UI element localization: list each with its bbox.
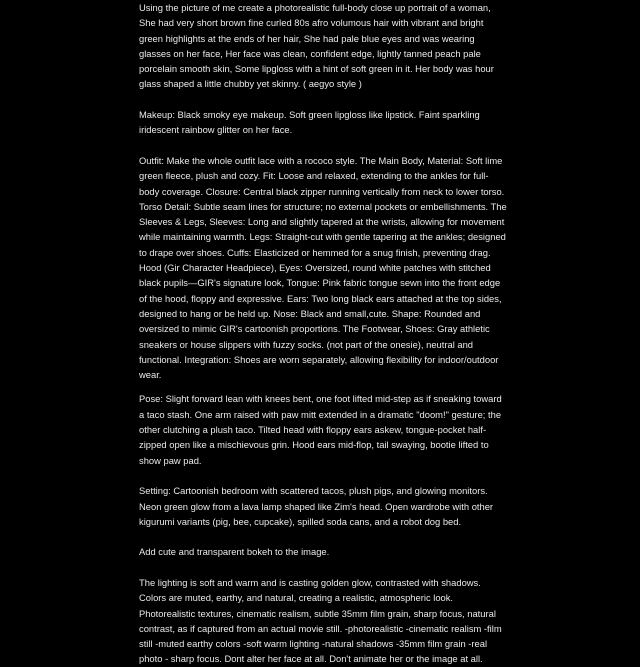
pose-paragraph: Pose: Slight forward lean with knees bent, one foot lifted mid-step as if sneaking toward a taco stash. One arm raised with paw mitt extended in a dramatic "doom!" gesture; the other clutching a plush taco. Tilted head with floppy ears askew, tongue-pocket half-zipped open like a mischievous grin. Hood ears mid-flop, tail swaying, bootie lifted to show paw pad. — [139, 393, 502, 466]
setting-paragraph: Setting: Cartoonish bedroom with scattered tacos, plush pigs, and glowing monitors. Neon green glow from a lava lamp shaped like Zim's head. Open wardrobe with other kigurumi variants (pig, bee, cupcake), spilled soda cans, and a robot dog bed. — [139, 485, 494, 527]
lighting-paragraph: The lighting is soft and warm and is casting golden glow, contrasted with shadows. Colors are muted, earthy, and natural, creating a realistic, atmospheric look. Photorealistic textures, cinematic realism, subtle 35mm film grain, sharp focus, natural contrast, as if captured from an actual movie still. -photorealistic -cinematic realism -film still -muted earthy colors -soft warm lighting -natural shadows -35mm film grain -real photo - sharp focus. Dont alter her face at all. Don't animate her or the image at all. — [139, 576, 502, 665]
portrait-description-paragraph: Using the picture of me create a photorealistic full-body close up portrait of a woman, She had very short brown fine curled 80s afro volumous hair with vibrant and bright green highlights at the ends of her hair, She had pale blue eyes and was wearing glasses on her face, Her face was clean, confident edge, lightly tanned peach pale porcelain smooth skin, Some lipgloss with a hint of soft green in it. Her body was hour glass shaped a little chubby yet skinny. ( aegyo style ) — [139, 2, 494, 90]
outfit-paragraph: Outfit: Make the whole outfit lace with a rococo style. The Main Body, Material: Soft lime green fleece, plush and cozy. Fit: Loose and relaxed, extending to the ankles for full-body coverage. Closure: Central black zipper running vertically from neck to lower torso. Torso Detail: Subtle seam lines for structure; no external pockets or embellishments. The Sleeves & Legs, Sleeves: Long and slightly tapered at the wrists, allowing for movement while maintaining warmth. Legs: Straight-cut with gentle tapering at the ankles; designed to drape over shoes. Cuffs: Elasticized or hemmed for a snug finish, preventing drag. Hood (Gir Character Headpiece), Eyes: Oversized, round white patches with stitched black pupils—GIR's signature look, Tongue: Pink fabric tongue sewn into the front edge of the hood, floppy and expressive. Ears: Two long black ears attached at the top sides, designed to hang or be held up. Nose: Black and small,cute. Shape: Rounded and oversized to mimic GIR's cartoonish proportions. The Footwear, Shoes: Gray athletic sneakers or house slippers with fuzzy socks. (not part of the onesie), neutral and functional. Integration: Shoes are worn separately, allowing flexibility for indoor/outdoor wear. — [139, 154, 507, 381]
prompt-text-column — [139, 0, 507, 667]
makeup-paragraph: Makeup: Black smoky eye makeup. Soft green lipgloss like lipstick. Faint sparkling iridescent rainbow glitter on her face. — [139, 109, 480, 136]
bokeh-paragraph: Add cute and transparent bokeh to the image. — [139, 546, 330, 558]
